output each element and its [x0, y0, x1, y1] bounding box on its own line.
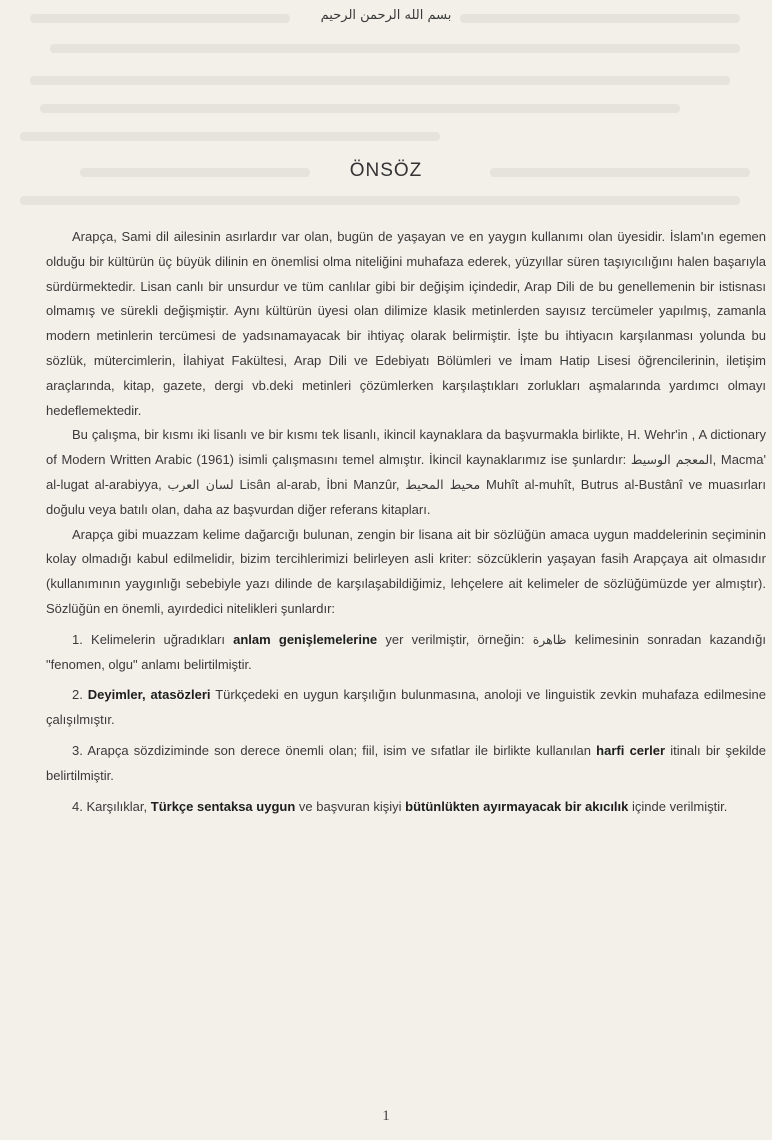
- item4-bold-2: bütünlükten ayırmayacak bir akıcılık: [405, 798, 629, 814]
- list-item-2: [46, 683, 766, 733]
- item2-text-b: Türkçedeki en uygun karşılığın bulunmasına, anoloji ve linguistik zevkin muhafaza edilmesine çalışılmıştır.: [46, 687, 766, 728]
- basmala-header: بسم الله الرحمن الرحيم: [320, 8, 452, 23]
- item2-number: 2.: [72, 687, 83, 703]
- item1-text-c: kelimesinin sonradan kazandığı "fenomen, olgu" anlamı belirtilmiştir.: [46, 631, 766, 672]
- arabic-title-lisan: لسان العرب: [167, 476, 234, 492]
- paragraph-criteria: Arapça gibi muazzam kelime dağarcığı bulunan, zengin bir lisana ait bir sözlüğün amaca uygun maddelerinin seçiminin kolay olmadığı kabul edilmelidir, bizim tercihlerimizi belirleyen asli kriter: sözcüklerin yaşayan fasih Arapçaya ait olmasıdır (kullanımının yaygınlığı sebebiyle yazı dilinde de karşılaşabildiğimiz, lehçelere ait kelimeler de sözlüğümüzde yer almıştır). Sözlüğün en önemli, ayırdedici nitelikleri şunlardır:: [46, 526, 766, 616]
- list-item-4: [46, 795, 766, 820]
- item2-bold: Deyimler, atasözleri: [87, 687, 211, 703]
- item1-text-a: 1. Kelimelerin uğradıkları: [72, 631, 225, 647]
- item3-text-a: 3. Arapça sözdiziminde son derece önemli olan; fiil, isim ve sıfatlar ile birlikte kullanılan: [72, 742, 591, 758]
- paragraph-intro: Arapça, Sami dil ailesinin asırlardır var olan, bugün de yaşayan ve en yaygın kullanımı olan üyesidir. İslam'ın egemen olduğu bir kültürün üç büyük dilinin en önemlisi olma niteliğini muhafaza ederek, yüzyıllar süren taşıyıcılığını halen başarıyla sürdürmektedir. Lisan canlı bir unsurdur ve tüm canlılar gibi bir değişim içindedir, Arap Dili de bu genellemenin bir istisnası olmamış ve sürekli değişmiştir. Aynı kültürün üyesi olan dilimize klasik metinlerden sayısız tercümeler yapılmış, zamanla modern metinlerin tercümesi de yadsınamayacak bir ihtiyaç olarak belirmiştir. İşte bu ihtiyacın karşılanması yolunda bu sözlük, mütercimlerin, İlahiyat Fakültesi, Arap Dili ve Edebiyatı Bölümleri ve İmam Hatip Lisesi öğrencilerinin, iletişim araçlarında, kitap, gazete, dergi vb.deki metinleri çözümlerken karşılaştıkları zorlukları aşmalarında yardımcı olmayı hedeflemektedir.: [46, 229, 766, 418]
- preface-body: [46, 225, 766, 819]
- item3-text-b: itinalı bir şekilde belirtilmiştir.: [46, 742, 766, 783]
- sources-text-b: , Macma' al-lugat al-arabiyya,: [46, 452, 766, 492]
- item1-arabic-word: ظاهرة: [532, 631, 567, 647]
- list-item-1: [46, 628, 766, 678]
- item1-bold: anlam genişlemelerine: [233, 631, 378, 647]
- sources-text-a: Bu çalışma, bir kısmı iki lisanlı ve bir kısmı tek lisanlı, ikincil kaynaklara da başvurmakla birlikte, H. Wehr'in , A dictionary of Modern Written Arabic (1961) isimli çalışmasını temel almıştır. İkincil kaynaklarımız ise şunlardır:: [46, 427, 766, 468]
- item3-bold: harfi cerler: [596, 742, 665, 758]
- paragraph-sources: [46, 423, 766, 522]
- sources-text-c: Lisân al-arab, İbni Manzûr,: [239, 476, 400, 492]
- arabic-title-muhit: محيط المحيط: [405, 476, 481, 492]
- page-title: ÖNSÖZ: [349, 160, 423, 181]
- item4-text-c: içinde verilmiştir.: [632, 798, 728, 814]
- item4-text-a: 4. Karşılıklar,: [72, 798, 148, 814]
- page-number: 1: [382, 1108, 390, 1124]
- item4-bold-1: Türkçe sentaksa uygun: [150, 798, 296, 814]
- item1-text-b: yer verilmiştir, örneğin:: [385, 631, 525, 647]
- sources-text-d: Muhît al-muhît, Butrus al-Bustânî ve muasırları doğulu veya batılı olan, daha az başvurdan diğer referans kitapları.: [46, 476, 766, 517]
- arabic-title-mucem: المعجم الوسيط: [630, 452, 713, 468]
- item4-text-b: ve başvuran kişiyi: [298, 798, 402, 814]
- list-item-3: [46, 739, 766, 789]
